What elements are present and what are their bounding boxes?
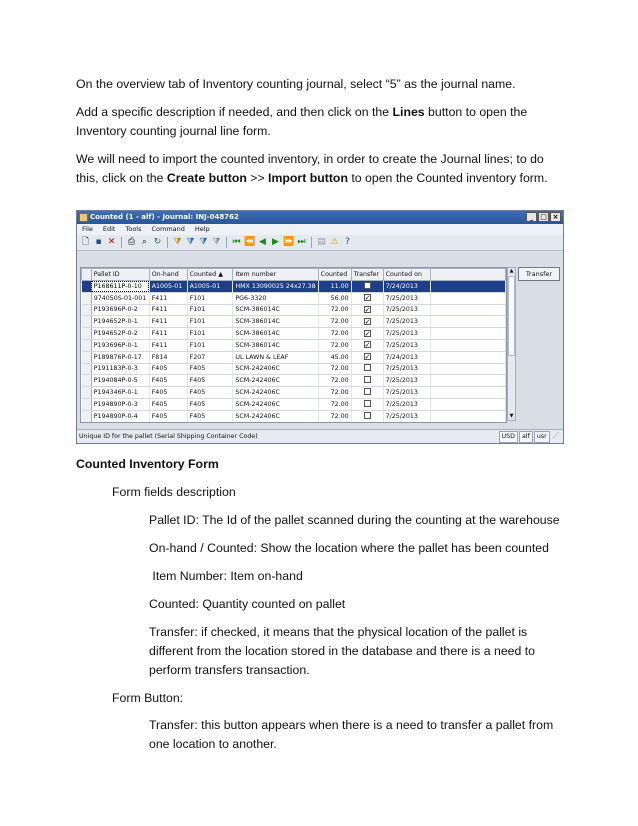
cell-transfer[interactable] <box>351 328 383 340</box>
transfer-checkbox[interactable]: ✓ <box>364 329 371 338</box>
col-counted-location[interactable] <box>187 269 233 281</box>
cell-pallet-id[interactable]: 974050S-01-001 <box>91 292 149 304</box>
cell-item-number[interactable]: SCM-386014C <box>233 316 318 328</box>
row-selector[interactable] <box>82 339 92 351</box>
menu-command[interactable]: Command <box>151 225 185 233</box>
intro-paragraph-3 <box>76 150 566 188</box>
cell-counted-on[interactable]: 7/24/2013 <box>383 281 431 293</box>
row-selector[interactable] <box>82 316 92 328</box>
field-counted-desc <box>149 595 569 614</box>
status-company: alf <box>519 431 533 443</box>
fields-heading <box>112 483 602 502</box>
previous-record-icon[interactable]: ◀ <box>259 237 266 247</box>
transfer-checkbox[interactable]: ✓ <box>364 294 371 303</box>
cell-counted-on[interactable]: 7/25/2013 <box>383 375 431 387</box>
intro-text-3c: to open the Counted inventory form. <box>347 171 548 185</box>
delete-icon[interactable]: ✕ <box>107 237 116 247</box>
previous-page-icon[interactable]: ⏪ <box>244 237 256 247</box>
status-currency: USD <box>499 431 518 443</box>
row-selector[interactable] <box>82 387 92 399</box>
table-row[interactable] <box>82 375 506 387</box>
intro-paragraph-2 <box>76 103 566 141</box>
cell-transfer[interactable] <box>351 398 383 410</box>
cell-pallet-id[interactable]: P189876P-0-17 <box>91 351 149 363</box>
field-transfer-desc <box>149 623 569 680</box>
remove-filter-icon[interactable]: ⧩ <box>212 237 221 247</box>
transfer-button[interactable]: Transfer <box>518 267 560 281</box>
cell-counted-location[interactable]: F405 <box>187 410 233 422</box>
cell-counted-location[interactable]: F101 <box>187 304 233 316</box>
filter-selection-icon[interactable]: ⧩ <box>186 237 195 247</box>
cell-item-number[interactable]: SCM-386014C <box>233 304 318 316</box>
cell-transfer[interactable] <box>351 292 383 304</box>
field-counted-text: Counted: Quantity counted on pallet <box>149 597 346 611</box>
grid-header <box>82 269 506 281</box>
cell-counted-on[interactable]: 7/25/2013 <box>383 387 431 399</box>
status-message: Unique ID for the pallet (Serial Shipping Container Code) <box>79 433 258 440</box>
cell-item-number[interactable]: SCM-242406C <box>233 398 318 410</box>
col-counted-location-label: Counted <box>189 271 217 278</box>
cell-counted-location[interactable]: F405 <box>187 363 233 375</box>
first-record-icon[interactable]: ⏮ <box>232 237 241 247</box>
intro-paragraph-1 <box>76 75 566 94</box>
status-layer: usr <box>534 431 550 443</box>
transfer-checkbox[interactable] <box>364 388 371 395</box>
button-transfer-text: Transfer: this button appears when there is a need to transfer a pallet from one location to another. <box>149 718 554 751</box>
grid-scrollbar[interactable] <box>507 267 516 421</box>
counted-grid <box>80 267 507 423</box>
cell-counted-on[interactable]: 7/25/2013 <box>383 339 431 351</box>
transfer-checkbox[interactable] <box>364 364 371 371</box>
cell-counted-location[interactable]: F405 <box>187 375 233 387</box>
transfer-checkbox[interactable] <box>364 400 371 407</box>
cell-counted-qty[interactable]: 72.00 <box>318 375 351 387</box>
cell-filler <box>431 316 506 328</box>
cell-on-hand[interactable]: F411 <box>149 328 187 340</box>
col-counted-on[interactable]: Counted on <box>383 269 431 281</box>
cell-transfer[interactable] <box>351 363 383 375</box>
intro-text-3b: >> <box>246 171 269 185</box>
cell-counted-on[interactable]: 7/25/2013 <box>383 410 431 422</box>
intro-text-1: On the overview tab of Inventory counting journal, select “5” as the journal name. <box>76 77 516 91</box>
fields-heading-text: Form fields description <box>112 485 236 499</box>
row-header-corner <box>82 269 92 281</box>
cell-on-hand[interactable]: F405 <box>149 398 187 410</box>
table-row[interactable] <box>82 281 506 293</box>
intro-text-2a: Add a specific description if needed, and then click on the <box>76 105 393 119</box>
cell-counted-on[interactable]: 7/25/2013 <box>383 398 431 410</box>
cell-transfer[interactable] <box>351 339 383 351</box>
cell-filler <box>431 328 506 340</box>
cell-on-hand[interactable]: A1005-01 <box>149 281 187 293</box>
cell-filler <box>431 398 506 410</box>
cell-filler <box>431 410 506 422</box>
transfer-checkbox[interactable] <box>364 282 371 289</box>
cell-on-hand[interactable]: F405 <box>149 387 187 399</box>
menu-help[interactable]: Help <box>194 225 210 233</box>
cell-counted-qty[interactable]: 72.00 <box>318 410 351 422</box>
cell-on-hand[interactable]: F405 <box>149 410 187 422</box>
cell-item-number[interactable]: HMX 13090025 24x27.38 <box>233 281 318 293</box>
transfer-checkbox[interactable] <box>364 376 371 383</box>
cell-counted-qty[interactable]: 72.00 <box>318 316 351 328</box>
refresh-icon[interactable]: ↻ <box>153 237 162 247</box>
cell-on-hand[interactable]: F411 <box>149 304 187 316</box>
field-pallet-desc <box>149 511 569 530</box>
cell-pallet-id[interactable]: P194652P-0-2 <box>91 328 149 340</box>
cell-counted-qty[interactable]: 72.00 <box>318 363 351 375</box>
cell-transfer[interactable] <box>351 304 383 316</box>
status-bar <box>77 429 563 443</box>
cell-item-number[interactable]: SCM-386014C <box>233 328 318 340</box>
cell-transfer[interactable] <box>351 375 383 387</box>
transfer-checkbox[interactable]: ✓ <box>364 305 371 314</box>
row-selector[interactable] <box>82 351 92 363</box>
field-item-text: Item Number: Item on-hand <box>149 569 303 583</box>
cell-counted-location[interactable]: F405 <box>187 387 233 399</box>
cell-counted-on[interactable]: 7/25/2013 <box>383 363 431 375</box>
cell-counted-location[interactable]: F101 <box>187 339 233 351</box>
cell-filler <box>431 351 506 363</box>
row-selector[interactable] <box>82 304 92 316</box>
menu-edit[interactable]: Edit <box>102 225 116 233</box>
cell-pallet-id[interactable]: P193696P-0-1 <box>91 339 149 351</box>
cell-counted-on[interactable]: 7/24/2013 <box>383 351 431 363</box>
cell-pallet-id[interactable]: P194890P-0-4 <box>91 410 149 422</box>
col-on-hand[interactable]: On-hand <box>149 269 187 281</box>
cell-counted-qty[interactable]: 11.00 <box>318 281 351 293</box>
col-filler <box>431 269 506 281</box>
window-titlebar <box>77 211 563 224</box>
cell-item-number[interactable]: SCM-242406C <box>233 375 318 387</box>
cell-filler <box>431 304 506 316</box>
document-icon[interactable]: ▤ <box>317 237 326 247</box>
import-button-ref: Import button <box>268 171 348 185</box>
lines-button-ref: Lines <box>392 105 425 119</box>
transfer-checkbox[interactable]: ✓ <box>364 341 371 350</box>
window-app-icon <box>79 213 88 222</box>
window-title: Counted (1 - alf) - Journal: INJ-048762 <box>90 213 239 221</box>
minimize-button[interactable]: _ <box>526 212 537 222</box>
sort-ascending-icon: ▲ <box>218 271 224 278</box>
table-row[interactable] <box>82 316 506 328</box>
menu-tools[interactable]: Tools <box>125 225 142 233</box>
cell-counted-location[interactable]: F101 <box>187 328 233 340</box>
save-icon[interactable]: ▪ <box>95 237 102 247</box>
cell-item-number[interactable]: PG6-3320 <box>233 292 318 304</box>
table-row[interactable] <box>82 304 506 316</box>
alert-icon[interactable]: ⚠ <box>330 237 339 247</box>
create-button-ref: Create button <box>166 171 247 185</box>
scroll-up-icon[interactable]: ▲ <box>509 268 514 274</box>
cell-transfer[interactable] <box>351 410 383 422</box>
status-resize-grip[interactable]: ⋰ <box>552 432 559 439</box>
row-selector[interactable] <box>82 281 92 293</box>
col-pallet-id[interactable]: Pallet ID <box>91 269 149 281</box>
row-selector[interactable] <box>82 410 92 422</box>
scroll-thumb[interactable] <box>508 276 515 356</box>
cell-filler <box>431 375 506 387</box>
cell-on-hand[interactable]: F411 <box>149 316 187 328</box>
row-selector[interactable] <box>82 328 92 340</box>
field-pallet-text: Pallet ID: The Id of the pallet scanned during the counting at the warehouse <box>149 513 560 527</box>
cell-counted-on[interactable]: 7/25/2013 <box>383 316 431 328</box>
last-record-icon[interactable]: ⏭ <box>297 237 306 247</box>
row-selector[interactable] <box>82 363 92 375</box>
cell-counted-qty[interactable]: 72.00 <box>318 328 351 340</box>
advanced-filter-icon[interactable]: ⧩ <box>199 237 208 247</box>
counted-inventory-window <box>76 210 564 444</box>
cell-transfer[interactable] <box>351 387 383 399</box>
cell-counted-qty[interactable]: 72.00 <box>318 398 351 410</box>
table-row[interactable] <box>82 363 506 375</box>
button-transfer-desc <box>149 716 569 754</box>
toolbar <box>77 235 563 251</box>
cell-item-number[interactable]: UL LAWN & LEAF <box>233 351 318 363</box>
cell-pallet-id[interactable]: P194890P-0-3 <box>91 398 149 410</box>
cell-on-hand[interactable]: F411 <box>149 292 187 304</box>
cell-counted-qty[interactable]: 45.00 <box>318 351 351 363</box>
cell-filler <box>431 292 506 304</box>
field-transfer-text: Transfer: if checked, it means that the physical location of the pallet is different from the location stored in the database and there is a need to perform transfers transaction. <box>149 625 536 677</box>
cell-counted-location[interactable]: A1005-01 <box>187 281 233 293</box>
transfer-checkbox[interactable]: ✓ <box>364 353 371 362</box>
cell-on-hand[interactable]: F814 <box>149 351 187 363</box>
cell-on-hand[interactable]: F405 <box>149 375 187 387</box>
cell-transfer[interactable] <box>351 316 383 328</box>
print-icon[interactable]: ⎙ <box>127 237 136 247</box>
row-selector[interactable] <box>82 292 92 304</box>
table-row[interactable] <box>82 328 506 340</box>
section-heading-text: Counted Inventory Form <box>76 457 219 471</box>
field-onhand-desc <box>149 539 569 558</box>
field-onhand-text: On-hand / Counted: Show the location where the pallet has been counted <box>149 541 549 555</box>
button-heading-text: Form Button: <box>112 691 184 705</box>
cell-pallet-id[interactable]: P168611P-0-10 <box>91 281 149 293</box>
cell-item-number[interactable]: SCM-386014C <box>233 339 318 351</box>
field-item-desc <box>149 567 569 586</box>
next-page-icon[interactable]: ⏩ <box>283 237 295 247</box>
transfer-checkbox[interactable] <box>364 412 371 419</box>
cell-item-number[interactable]: SCM-242406C <box>233 363 318 375</box>
menu-bar <box>77 224 563 235</box>
help-icon[interactable]: ? <box>345 237 350 247</box>
cell-counted-qty[interactable]: 72.00 <box>318 304 351 316</box>
cell-transfer[interactable] <box>351 351 383 363</box>
intro-text-3a: We will need to import the counted inventory, in order to create the Journal lines; to do this, click on the <box>76 152 544 185</box>
cell-item-number[interactable]: SCM-242406C <box>233 410 318 422</box>
intro-text-2b: button to open the Inventory counting journal line form. <box>76 105 528 138</box>
cell-counted-location[interactable]: F101 <box>187 316 233 328</box>
row-selector[interactable] <box>82 398 92 410</box>
button-heading <box>112 689 602 708</box>
next-record-icon[interactable]: ▶ <box>272 237 279 247</box>
cell-filler <box>431 363 506 375</box>
menu-file[interactable]: File <box>82 225 93 233</box>
col-transfer[interactable]: Transfer <box>351 269 383 281</box>
cell-on-hand[interactable]: F411 <box>149 339 187 351</box>
table-row[interactable] <box>82 398 506 410</box>
cell-counted-on[interactable]: 7/25/2013 <box>383 328 431 340</box>
col-counted-qty[interactable]: Counted <box>318 269 351 281</box>
transfer-checkbox[interactable]: ✓ <box>364 317 371 326</box>
cell-filler <box>431 339 506 351</box>
table-row[interactable] <box>82 387 506 399</box>
cell-pallet-id[interactable]: P191183P-0-3 <box>91 363 149 375</box>
table-row[interactable] <box>82 410 506 422</box>
cell-counted-on[interactable]: 7/25/2013 <box>383 292 431 304</box>
cell-filler <box>431 387 506 399</box>
cell-counted-qty[interactable]: 56.00 <box>318 292 351 304</box>
cell-counted-on[interactable]: 7/25/2013 <box>383 304 431 316</box>
section-heading <box>76 455 566 474</box>
filter-icon[interactable]: ⧩ <box>173 237 182 247</box>
cell-pallet-id[interactable]: P193696P-0-2 <box>91 304 149 316</box>
maximize-button[interactable]: □ <box>538 212 549 222</box>
cell-pallet-id[interactable]: P194652P-0-1 <box>91 316 149 328</box>
col-item-number[interactable]: Item number <box>233 269 318 281</box>
row-selector[interactable] <box>82 375 92 387</box>
new-icon[interactable]: 🗋 <box>81 237 90 247</box>
close-button[interactable]: × <box>550 212 561 222</box>
cell-counted-qty[interactable]: 72.00 <box>318 339 351 351</box>
preview-icon[interactable]: ⌕ <box>141 237 148 247</box>
cell-counted-location[interactable]: F405 <box>187 398 233 410</box>
cell-on-hand[interactable]: F405 <box>149 363 187 375</box>
table-row[interactable] <box>82 351 506 363</box>
cell-pallet-id[interactable]: P194084P-0-5 <box>91 375 149 387</box>
cell-counted-location[interactable]: F101 <box>187 292 233 304</box>
table-row[interactable] <box>82 292 506 304</box>
scroll-down-icon[interactable]: ▼ <box>509 413 514 419</box>
cell-pallet-id[interactable]: P194346P-0-1 <box>91 387 149 399</box>
cell-counted-location[interactable]: F207 <box>187 351 233 363</box>
cell-counted-qty[interactable]: 72.00 <box>318 387 351 399</box>
cell-item-number[interactable]: SCM-242406C <box>233 387 318 399</box>
table-row[interactable] <box>82 339 506 351</box>
cell-transfer[interactable] <box>351 281 383 293</box>
cell-filler <box>431 281 506 293</box>
